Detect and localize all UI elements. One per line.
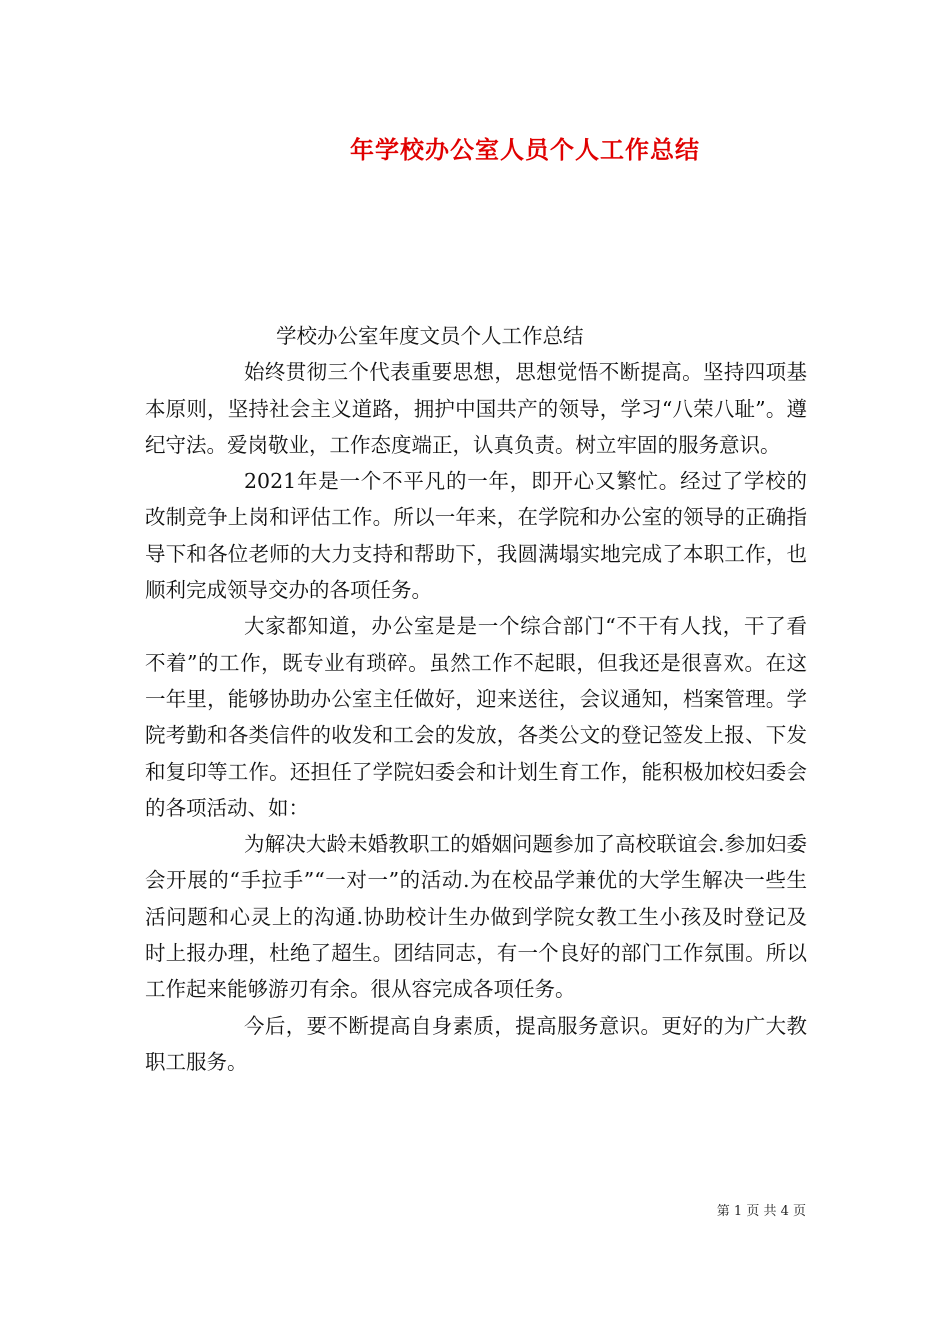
page-number-footer: 第 1 页 共 4 页 <box>716 1204 806 1219</box>
document-body <box>145 318 807 1080</box>
document-title: 年学校办公室人员个人工作总结 <box>350 136 700 164</box>
paragraph-4: 为解决大龄未婚教职工的婚姻问题参加了高校联谊会.参加妇委会开展的“手拉手”“一对一”的活动.为在校品学兼优的大学生解决一些生活问题和心灵上的沟通.协助校计生办做到学院女教工生小孩及时登记及时上报办理，杜绝了超生。团结同志，有一个良好的部门工作氛围。所以工作起来能够游刃有余。很从容完成各项任务。 <box>145 832 807 1002</box>
paragraph-1: 始终贯彻三个代表重要思想，思想觉悟不断提高。坚持四项基本原则，坚持社会主义道路，拥护中国共产的领导，学习“八荣八耻”。遵纪守法。爱岗敬业，工作态度端正，认真负责。树立牢固的服务意识。 <box>145 360 807 457</box>
paragraph-5: 今后，要不断提高自身素质，提高服务意识。更好的为广大教职工服务。 <box>145 1013 807 1074</box>
document-subtitle: 学校办公室年度文员个人工作总结 <box>276 324 584 348</box>
paragraph-2: 2021年是一个不平凡的一年，即开心又繁忙。经过了学校的改制竞争上岗和评估工作。所以一年来，在学院和办公室的领导的正确指导下和各位老师的大力支持和帮助下，我圆满塌实地完成了本职工作，也顺利完成领导交办的各项任务。 <box>145 469 807 603</box>
paragraph-3: 大家都知道，办公室是是一个综合部门“不干有人找，干了看不着”的工作，既专业有琐碎。虽然工作不起眼，但我还是很喜欢。在这一年里，能够协助办公室主任做好，迎来送往，会议通知，档案管理。学院考勤和各类信件的收发和工会的发放，各类公文的登记签发上报、下发和复印等工作。还担任了学院妇委会和计划生育工作，能积极加校妇委会的各项活动、如： <box>145 614 807 820</box>
